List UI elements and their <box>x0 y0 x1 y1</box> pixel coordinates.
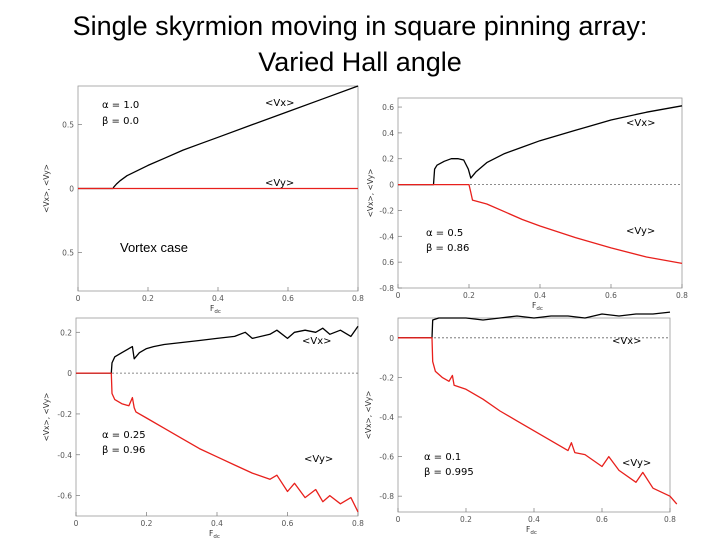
chart-panel-top-right <box>364 92 692 314</box>
x-tick-label: 0.4 <box>528 515 540 524</box>
y-tick-label: -0.2 <box>57 409 72 419</box>
y-axis-label: <Vx>, <Vy> <box>42 392 51 442</box>
x-tick-label: 0.6 <box>281 519 294 528</box>
y-tick-label: -0.8 <box>379 492 394 502</box>
y-axis-label: <Vx>, <Vy> <box>366 168 375 218</box>
x-tick-label: 0.6 <box>605 291 617 300</box>
series-line-vx <box>398 312 670 338</box>
series-label-vy: <Vy> <box>265 178 295 189</box>
series-label-vx: <Vx> <box>265 98 295 109</box>
x-tick-label: 0.2 <box>460 515 472 524</box>
x-tick-label: 0 <box>75 294 81 303</box>
y-tick-label: 0 <box>69 184 74 194</box>
x-tick-label: 0.4 <box>212 294 224 303</box>
y-tick-label: 0 <box>67 369 72 379</box>
series-label-vy: <Vy> <box>626 226 656 237</box>
vortex-case-note: Vortex case <box>120 240 188 255</box>
alpha-annotation: α = 0.5 <box>426 228 464 239</box>
alpha-annotation: α = 0.1 <box>424 452 462 463</box>
y-tick-label: -0.4 <box>379 412 394 422</box>
y-tick-label: 0.6 <box>382 258 394 268</box>
series-line-vy <box>76 373 358 512</box>
y-axis-label: <Vx>, <Vy> <box>364 390 373 440</box>
x-tick-label: 0.2 <box>463 291 475 300</box>
x-tick-label: 0.8 <box>352 519 364 528</box>
x-tick-label: 0.4 <box>211 519 223 528</box>
x-tick-label: 0.8 <box>664 515 676 524</box>
beta-annotation: β = 0.86 <box>426 243 470 254</box>
plot-frame <box>76 318 358 516</box>
x-axis-label: $F_{dc}$ <box>532 301 543 312</box>
beta-annotation: β = 0.995 <box>424 467 474 478</box>
y-tick-label: 0.2 <box>60 328 72 338</box>
x-tick-label: 0.8 <box>676 291 688 300</box>
series-label-vy: <Vy> <box>622 458 652 469</box>
y-tick-label: -0.6 <box>379 452 394 462</box>
x-axis-label: $F_{dc}$ <box>210 304 221 315</box>
series-label-vx: <Vx> <box>612 336 642 347</box>
chart-panel-bottom-right <box>362 316 692 540</box>
y-tick-label: 0.5 <box>62 120 74 130</box>
y-tick-label: -0.2 <box>379 206 394 216</box>
alpha-annotation: α = 1.0 <box>102 100 140 111</box>
x-tick-label: 0 <box>395 515 401 524</box>
y-tick-label: -0.6 <box>57 491 72 501</box>
slide-title-line1: Single skyrmion moving in square pinning array: <box>72 11 648 41</box>
slide-title <box>0 8 720 80</box>
y-tick-label: -0.4 <box>379 232 394 242</box>
x-axis-label: $F_{dc}$ <box>526 525 537 536</box>
x-tick-label: 0.6 <box>596 515 608 524</box>
y-tick-label: 0.2 <box>382 154 394 164</box>
x-axis-label: $F_{dc}$ <box>209 529 220 540</box>
x-tick-label: 0.2 <box>140 519 153 528</box>
series-line-vy <box>398 338 677 504</box>
y-tick-label: -0.8 <box>379 284 394 293</box>
x-tick-label: 0.6 <box>282 294 294 303</box>
y-tick-label: -0.4 <box>57 450 72 460</box>
x-tick-label: 0.8 <box>352 294 364 303</box>
chart-panel-bottom-left <box>40 314 362 540</box>
y-tick-label: 0.6 <box>382 103 394 113</box>
alpha-annotation: α = 0.25 <box>102 430 146 441</box>
y-tick-label: 0.5 <box>62 248 74 258</box>
slide-title-line2: Varied Hall angle <box>258 47 462 77</box>
series-label-vy: <Vy> <box>304 454 334 465</box>
series-label-vx: <Vx> <box>302 336 332 347</box>
beta-annotation: β = 0.96 <box>102 445 146 456</box>
x-tick-label: 0 <box>395 291 401 300</box>
y-tick-label: 0 <box>389 180 394 190</box>
plot-frame <box>398 318 670 512</box>
series-line-vx <box>76 326 358 373</box>
y-axis-label: <Vx>, <Vy> <box>42 164 51 213</box>
x-tick-label: 0 <box>73 519 79 528</box>
series-label-vx: <Vx> <box>626 118 656 129</box>
beta-annotation: β = 0.0 <box>102 116 140 127</box>
y-tick-label: -0.2 <box>379 373 394 383</box>
x-tick-label: 0.2 <box>142 294 154 303</box>
y-tick-label: 0 <box>389 333 394 343</box>
chart-panel-top-left <box>40 84 364 315</box>
x-tick-label: 0.4 <box>534 291 546 300</box>
y-tick-label: 0.4 <box>382 128 394 138</box>
